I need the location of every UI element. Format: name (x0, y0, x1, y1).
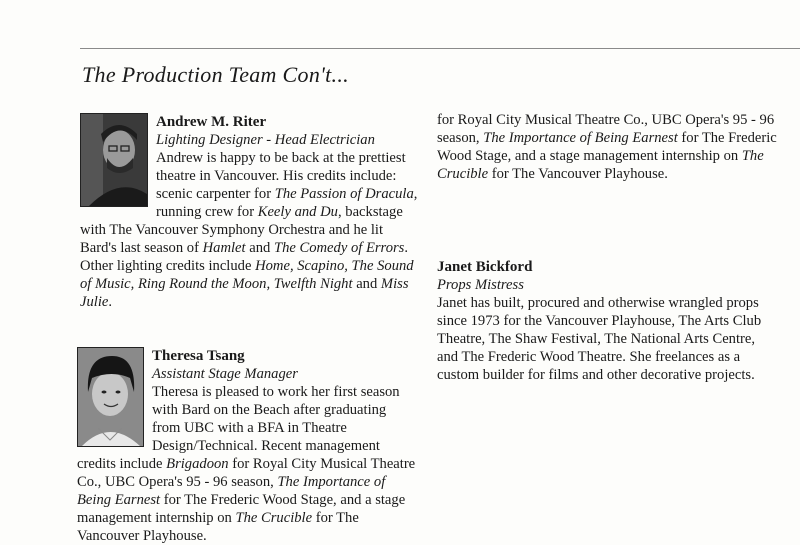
member-theresa-continued (437, 111, 777, 209)
bio-text-run: Andrew is happy to be back at the prettiest theatre in Vancouver. His credits include: scenic carpenter for (156, 150, 406, 202)
member-janet (437, 258, 777, 384)
bio-text-run: and (352, 276, 381, 292)
member-role: Lighting Designer - Head Electrician (156, 132, 375, 148)
member-name: Andrew M. Riter (156, 114, 267, 130)
bio-title-run: The Comedy of Errors (273, 240, 405, 256)
bio-title-run: Home, Scapino, The Sound of Music, Ring Round the Moon, Twelfth Night (80, 258, 414, 292)
bio-text-run: for Royal City Musical Theatre Co., UBC Opera's 95 - 96 season, (437, 112, 775, 146)
page-heading: The Production Team Con't... (82, 62, 349, 87)
member-bio (437, 294, 777, 384)
member-name: Theresa Tsang (152, 348, 245, 364)
member-andrew (80, 113, 420, 311)
bio-title-run: Brigadoon (166, 456, 229, 472)
top-rule (80, 48, 800, 49)
bio-text-run: for The Frederic Wood Stage, and a stage management internship on (437, 130, 777, 164)
bio-title-run: Miss Julie (80, 276, 409, 310)
bio-text-run: Theresa is pleased to work her first season with Bard on the Beach after graduating from UBC with a BFA in Theatre Design/Technical. Recent management credits include (77, 384, 400, 472)
member-name: Janet Bickford (437, 259, 533, 275)
bio-text-run: for The Vancouver Playhouse. (488, 166, 668, 182)
bio-title-run: The Crucible (235, 510, 313, 526)
andrew-photo (80, 113, 148, 207)
bio-text-run: for The Frederic Wood Stage, and a stage management internship on (77, 492, 406, 526)
bio-text-run: and (245, 240, 274, 256)
bio-text-run: , backstage with The Vancouver Symphony Orchestra and he lit Bard's last season of (80, 204, 403, 256)
bio-text-run: for The Vancouver Playhouse. (77, 510, 359, 544)
bio-text-run: . (108, 294, 113, 310)
bio-title-run: The Crucible (437, 148, 764, 182)
bio-text-run: . Other lighting credits include (80, 240, 409, 274)
theresa-photo (77, 347, 144, 447)
bio-title-run: Keely and Du (257, 204, 338, 220)
bio-text-run: for Royal City Musical Theatre Co., UBC Opera's 95 - 96 season, (77, 456, 416, 490)
member-theresa (77, 347, 417, 544)
bio-title-run: Hamlet (202, 240, 246, 256)
bio-text-run: , running crew for (156, 186, 418, 220)
member-role: Props Mistress (437, 277, 524, 293)
bio-title-run: The Importance of Being Earnest (483, 130, 678, 146)
bio-title-run: The Passion of Dracula (274, 186, 414, 202)
bio-title-run: The Importance of Being Earnest (77, 474, 386, 508)
member-bio-continued (437, 111, 777, 183)
bio-text-run: Janet has built, procured and otherwise wrangled props since 1973 for the Vancouver Playhouse, The Arts Club Theatre, The Shaw Festival, The National Arts Centre, and The Frederic Wood Theatre. She freelances as a custom builder for films and other decorative projects. (437, 295, 762, 383)
member-role: Assistant Stage Manager (152, 366, 298, 382)
